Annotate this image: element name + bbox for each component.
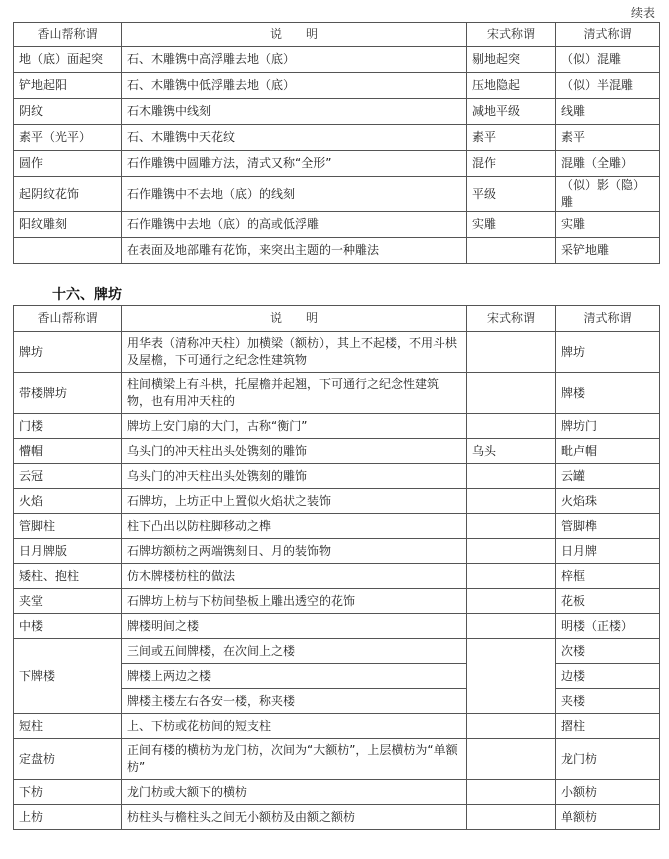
cell-description: 牌坊上安门扇的大门，古称“衡门” [122,414,467,439]
cell-qing-term: （似）混雕 [556,47,660,73]
cell-song-term [467,414,556,439]
cell-song-term: 乌头 [467,439,556,464]
cell-xiangshan-term: 火焰 [14,489,122,514]
cell-song-term [467,805,556,830]
cell-qing-term: 摺柱 [556,714,660,739]
cell-qing-term: （似）半混雕 [556,73,660,99]
table-row [14,805,660,830]
table-row [14,514,660,539]
header-xiangshan-term: 香山帮称谓 [14,306,122,332]
table-row [14,614,660,639]
cell-description: 三间或五间牌楼，在次间上之楼 [122,639,467,664]
cell-song-term [467,464,556,489]
cell-song-term: 剔地起突 [467,47,556,73]
cell-song-term [467,564,556,589]
cell-qing-term: 夹楼 [556,689,660,714]
cell-description: 石牌坊，上坊正中上置似火焰状之装饰 [122,489,467,514]
cell-song-term [467,714,556,739]
cell-xiangshan-term: 下牌楼 [14,639,122,714]
cell-song-term [467,539,556,564]
cell-qing-term: 火焰珠 [556,489,660,514]
cell-qing-term: 边楼 [556,664,660,689]
cell-song-term [467,514,556,539]
cell-xiangshan-term: 短柱 [14,714,122,739]
cell-description: 龙门枋或大额下的横枋 [122,780,467,805]
cell-description: 牌楼主楼左右各安一楼，称夹楼 [122,689,467,714]
cell-qing-term: 单额枋 [556,805,660,830]
cell-description: 石牌坊额枋之两端镌刻日、月的装饰物 [122,539,467,564]
table-row [14,373,660,414]
header-xiangshan-term: 香山帮称谓 [14,23,122,47]
cell-xiangshan-term: 日月牌版 [14,539,122,564]
table-row [14,73,660,99]
continuation-label: 续表 [630,6,655,20]
cell-description: 乌头门的冲天柱出头处镌刻的雕饰 [122,439,467,464]
cell-description: 仿木牌楼枋柱的做法 [122,564,467,589]
cell-qing-term: 小额枋 [556,780,660,805]
cell-song-term [467,238,556,264]
cell-song-term: 素平 [467,125,556,151]
carving-terms-table [13,22,660,264]
cell-description: 石、木雕镌中天花纹 [122,125,467,151]
cell-song-term [467,373,556,414]
cell-song-term [467,332,556,373]
table-header-row [14,23,660,47]
header-qing-term: 清式称谓 [556,306,660,332]
cell-description: 在表面及地部雕有花饰，来突出主题的一种雕法 [122,238,467,264]
cell-xiangshan-term: 云冠 [14,464,122,489]
table-row [14,780,660,805]
cell-qing-term: （似）影（隐）雕 [556,177,660,212]
table-row [14,639,660,664]
cell-qing-term: 混雕（全雕） [556,151,660,177]
cell-song-term [467,589,556,614]
cell-description: 乌头门的冲天柱出头处镌刻的雕饰 [122,464,467,489]
cell-qing-term: 牌坊 [556,332,660,373]
cell-qing-term: 次楼 [556,639,660,664]
cell-song-term: 压地隐起 [467,73,556,99]
cell-xiangshan-term: 定盘枋 [14,739,122,780]
cell-song-term [467,780,556,805]
table-row [14,332,660,373]
cell-xiangshan-term: 牌坊 [14,332,122,373]
cell-qing-term: 管脚榫 [556,514,660,539]
cell-qing-term: 龙门枋 [556,739,660,780]
cell-description: 用华表（清称冲天柱）加横梁（额枋），其上不起楼，不用斗栱及屋檐，下可通行之纪念性建筑物 [122,332,467,373]
cell-xiangshan-term: 管脚柱 [14,514,122,539]
cell-qing-term: 实雕 [556,212,660,238]
cell-description: 牌楼明间之楼 [122,614,467,639]
cell-xiangshan-term: 懵帽 [14,439,122,464]
table-header-row [14,306,660,332]
header-song-term: 宋式称谓 [467,23,556,47]
table-row [14,714,660,739]
cell-description: 牌楼上两边之楼 [122,664,467,689]
table-row [14,47,660,73]
cell-qing-term: 素平 [556,125,660,151]
table-row [14,539,660,564]
table-row [14,414,660,439]
cell-qing-term: 线雕 [556,99,660,125]
cell-description: 石牌坊上枋与下枋间垫板上雕出透空的花饰 [122,589,467,614]
cell-description: 石木雕镌中线刻 [122,99,467,125]
table-row [14,564,660,589]
cell-description: 柱间横梁上有斗栱，托屋檐并起翘，下可通行之纪念性建筑物，也有用冲天柱的 [122,373,467,414]
table-row [14,464,660,489]
cell-xiangshan-term: 铲地起阳 [14,73,122,99]
cell-xiangshan-term [14,238,122,264]
cell-qing-term: 毗卢帽 [556,439,660,464]
cell-qing-term: 梓框 [556,564,660,589]
header-description: 说 明 [122,23,467,47]
cell-xiangshan-term: 门楼 [14,414,122,439]
cell-xiangshan-term: 中楼 [14,614,122,639]
cell-description: 上、下枋或花枋间的短支柱 [122,714,467,739]
table-row [14,125,660,151]
cell-qing-term: 明楼（正楼） [556,614,660,639]
table-row [14,212,660,238]
header-song-term: 宋式称谓 [467,306,556,332]
table-row [14,489,660,514]
cell-song-term: 混作 [467,151,556,177]
header-description: 说 明 [122,306,467,332]
cell-qing-term: 牌楼 [556,373,660,414]
cell-xiangshan-term: 圆作 [14,151,122,177]
paifang-terms-table [13,305,660,830]
cell-qing-term: 采铲地雕 [556,238,660,264]
table-row [14,177,660,212]
cell-description: 石作雕镌中不去地（底）的线刻 [122,177,467,212]
cell-description: 石、木雕镌中高浮雕去地（底） [122,47,467,73]
table-row [14,238,660,264]
cell-description: 柱下凸出以防柱脚移动之榫 [122,514,467,539]
cell-xiangshan-term: 地（底）面起突 [14,47,122,73]
table-row [14,439,660,464]
cell-song-term: 减地平级 [467,99,556,125]
cell-xiangshan-term: 上枋 [14,805,122,830]
cell-qing-term: 日月牌 [556,539,660,564]
header-qing-term: 清式称谓 [556,23,660,47]
cell-description: 石作雕镌中圆雕方法，清式又称“全形” [122,151,467,177]
section-title: 十六、牌坊 [52,287,122,303]
cell-description: 枋柱头与檐柱头之间无小额枋及由额之额枋 [122,805,467,830]
table-row [14,739,660,780]
cell-xiangshan-term: 素平（光平） [14,125,122,151]
cell-description: 正间有楼的横枋为龙门枋，次间为“大额枋”，上层横枋为“单额枋” [122,739,467,780]
cell-song-term: 实雕 [467,212,556,238]
cell-qing-term: 云罐 [556,464,660,489]
cell-xiangshan-term: 夹堂 [14,589,122,614]
table-row [14,99,660,125]
cell-qing-term: 牌坊门 [556,414,660,439]
cell-xiangshan-term: 矮柱、抱柱 [14,564,122,589]
table-row [14,151,660,177]
cell-qing-term: 花板 [556,589,660,614]
cell-song-term [467,614,556,639]
cell-song-term: 平级 [467,177,556,212]
cell-xiangshan-term: 下枋 [14,780,122,805]
cell-description: 石、木雕镌中低浮雕去地（底） [122,73,467,99]
cell-description: 石作雕镌中去地（底）的高或低浮雕 [122,212,467,238]
cell-xiangshan-term: 起阴纹花饰 [14,177,122,212]
cell-xiangshan-term: 阴纹 [14,99,122,125]
table-row [14,589,660,614]
cell-song-term [467,739,556,780]
cell-song-term [467,489,556,514]
cell-song-term [467,639,556,714]
cell-xiangshan-term: 带楼牌坊 [14,373,122,414]
cell-xiangshan-term: 阳纹雕刻 [14,212,122,238]
